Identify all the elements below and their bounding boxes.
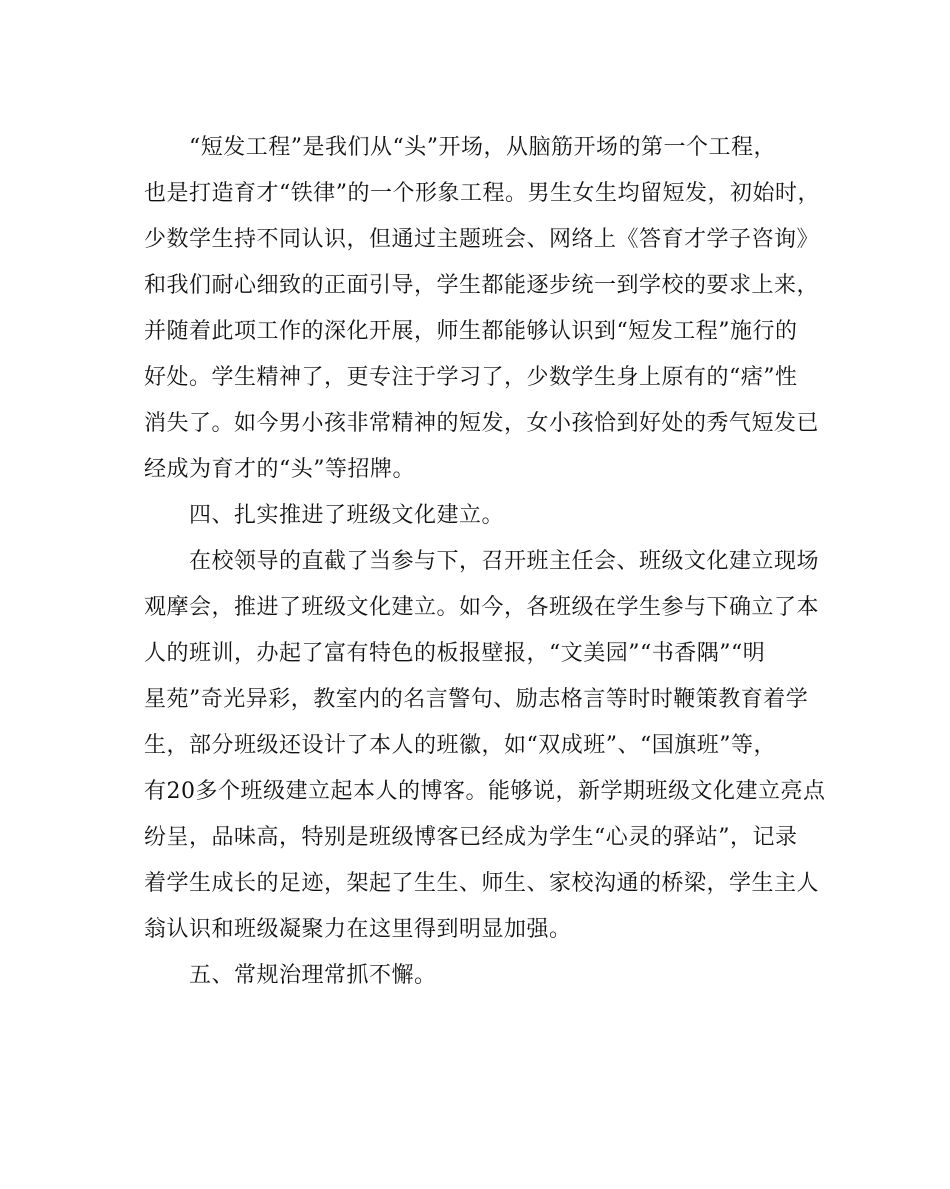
text-line: 好处。学生精神了，更专注于学习了，少数学生身上原有的“痞”性 bbox=[144, 365, 798, 390]
section-heading: 五、常规治理常抓不懈。 bbox=[144, 963, 437, 988]
text-line: 经成为育才的“头”等招牌。 bbox=[144, 457, 415, 482]
section-heading: 四、扎实推进了班级文化建立。 bbox=[144, 503, 505, 528]
text-line: 星苑”奇光异彩，教室内的名言警句、励志格言等时时鞭策教育着学 bbox=[144, 687, 809, 712]
text-line: 少数学生持不同认识，但通过主题班会、网络上《答育才学子咨询》 bbox=[144, 227, 820, 252]
text-line: 和我们耐心细致的正面引导，学生都能逐步统一到学校的要求上来， bbox=[144, 273, 820, 298]
text-line: 消失了。如今男小孩非常精神的短发，女小孩恰到好处的秀气短发已 bbox=[144, 411, 820, 436]
text-line: 着学生成长的足迹，架起了生生、师生、家校沟通的桥梁，学生主人 bbox=[144, 871, 820, 896]
text-line: 并随着此项工作的深化开展，师生都能够认识到“短发工程”施行的 bbox=[144, 319, 798, 344]
text-line: 在校领导的直截了当参与下，召开班主任会、班级文化建立现场 bbox=[144, 549, 820, 574]
text-line: 纷呈，品味高，特别是班级博客已经成为学生“心灵的驿站”，记录 bbox=[144, 825, 798, 850]
text-line: 人的班训，办起了富有特色的板报壁报，“文美园”“书香隅”“明 bbox=[144, 641, 766, 666]
text-line: 生，部分班级还设计了本人的班徽，如“双成班”、“国旗班”等， bbox=[144, 733, 776, 758]
text-line: 观摩会，推进了班级文化建立。如今，各班级在学生参与下确立了本 bbox=[144, 595, 820, 620]
text-line: 翁认识和班级凝聚力在这里得到明显加强。 bbox=[144, 917, 572, 942]
text-line: “短发工程”是我们从“头”开场，从脑筋开场的第一个工程， bbox=[144, 135, 776, 160]
text-line: 有20多个班级建立起本人的博客。能够说，新学期班级文化建立亮点 bbox=[144, 779, 826, 804]
text-line: 也是打造育才“铁律”的一个形象工程。男生女生均留短发，初始时， bbox=[144, 181, 820, 206]
